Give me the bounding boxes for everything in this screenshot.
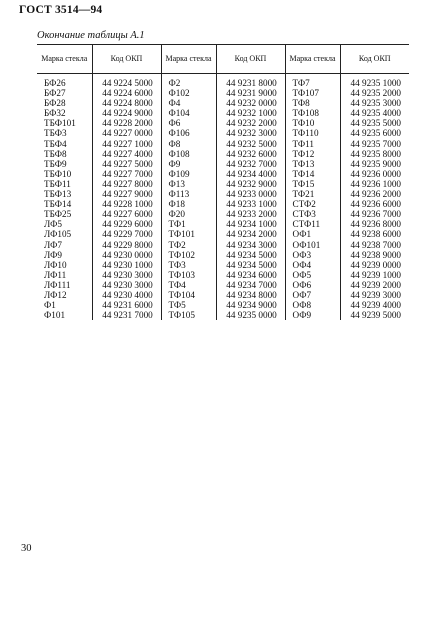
glass-grade-cell: Ф2	[161, 74, 216, 89]
okp-code-cell: 44 9230 3000	[92, 270, 161, 280]
table-row	[37, 149, 409, 159]
okp-code-cell: 44 9227 8000	[92, 179, 161, 189]
glass-grade-cell: ТФ108	[285, 108, 340, 118]
table-row	[37, 159, 409, 169]
okp-code-cell: 44 9227 0000	[92, 128, 161, 138]
glass-grade-cell: ТБФ14	[37, 199, 92, 209]
okp-code-cell: 44 9232 3000	[216, 128, 285, 138]
glass-grade-cell: Ф106	[161, 128, 216, 138]
table-row	[37, 88, 409, 98]
glass-grade-cell: ТФ105	[161, 310, 216, 320]
glass-grade-cell: СТФ3	[285, 209, 340, 219]
okp-code-cell: 44 9235 5000	[350, 118, 402, 129]
okp-code-cell: 44 9230 0000	[92, 250, 161, 260]
okp-code-cell: 44 9224 5000	[92, 74, 161, 89]
glass-grade-cell: ТФ7	[285, 74, 340, 89]
table-row	[37, 179, 409, 189]
okp-code-cell: 44 9239 3000	[350, 289, 402, 300]
okp-code-cell: 44 9236 2000	[350, 189, 402, 200]
glass-grade-cell: ТБФ10	[37, 169, 92, 179]
table-row	[37, 229, 409, 239]
table-row	[37, 108, 409, 118]
glass-grade-cell: БФ32	[37, 108, 92, 118]
table-row	[37, 300, 409, 310]
glass-grade-cell: ТФ3	[161, 260, 216, 270]
okp-code-cell: 44 9227 5000	[92, 159, 161, 169]
glass-grade-cell: Ф1	[37, 300, 92, 310]
okp-code-cell: 44 9227 1000	[92, 139, 161, 149]
okp-code-cell: 44 9230 4000	[92, 290, 161, 300]
okp-code-cell: 44 9236 0000	[350, 168, 402, 179]
okp-code-cell: 44 9236 1000	[350, 178, 402, 189]
glass-grade-cell: Ф104	[161, 108, 216, 118]
table-row	[37, 310, 409, 320]
table-row	[37, 118, 409, 128]
glass-grade-cell: Ф108	[161, 149, 216, 159]
glass-grade-cell: ТФ10	[285, 118, 340, 128]
glass-grade-cell: ОФ9	[285, 310, 340, 320]
okp-code-cell: 44 9227 7000	[92, 169, 161, 179]
okp-code-cell: 44 9224 9000	[92, 108, 161, 118]
okp-code-cell: 44 9232 2000	[216, 118, 285, 128]
okp-code-cell: 44 9234 8000	[216, 290, 285, 300]
glass-grade-cell: ЛФ111	[37, 280, 92, 290]
header-okp-code: Код ОКП	[216, 45, 285, 74]
glass-grade-cell: ТФ101	[161, 229, 216, 239]
okp-code-cell: 44 9239 2000	[350, 279, 402, 290]
okp-code-cell: 44 9236 7000	[350, 209, 402, 220]
glass-grade-cell: ОФ7	[285, 290, 340, 300]
okp-code-cell: 44 9239 5000	[350, 310, 402, 321]
glass-grade-cell: ЛФ10	[37, 260, 92, 270]
okp-code-cell: 44 9235 1000	[350, 78, 402, 88]
okp-code-cell: 44 9234 6000	[216, 270, 285, 280]
table-body	[37, 74, 409, 321]
table-row	[37, 290, 409, 300]
glass-grade-cell: Ф113	[161, 189, 216, 199]
okp-code-cell: 44 9232 7000	[216, 159, 285, 169]
glass-grade-cell: ЛФ11	[37, 270, 92, 280]
okp-code-cell: 44 9232 5000	[216, 139, 285, 149]
okp-code-cell: 44 9239 0000	[350, 259, 402, 270]
table-row	[37, 209, 409, 219]
okp-code-cell: 44 9239 4000	[350, 300, 402, 311]
glass-grade-cell: ОФ6	[285, 280, 340, 290]
okp-code-cell: 44 9231 8000	[216, 74, 285, 89]
table-row	[37, 128, 409, 138]
glass-grade-cell: ТБФ4	[37, 139, 92, 149]
glass-grade-cell: ТФ21	[285, 189, 340, 199]
okp-code-cell: 44 9232 1000	[216, 108, 285, 118]
okp-code-cell: 44 9232 6000	[216, 149, 285, 159]
table-row	[37, 250, 409, 260]
okp-code-cell: 44 9235 7000	[350, 138, 402, 149]
glass-grade-cell: ТФ107	[285, 88, 340, 98]
table-row	[37, 260, 409, 270]
okp-code-cell: 44 9232 9000	[216, 179, 285, 189]
table-row	[37, 280, 409, 290]
glass-grade-cell: ЛФ5	[37, 219, 92, 229]
glass-grade-cell: ТБФ8	[37, 149, 92, 159]
glass-grade-cell: ТФ15	[285, 179, 340, 189]
glass-grade-cell: БФ27	[37, 88, 92, 98]
header-glass-grade: Марка стекла	[161, 45, 216, 74]
glass-grade-cell: ЛФ7	[37, 240, 92, 250]
glass-grade-cell: ТФ1	[161, 219, 216, 229]
glass-grade-cell: ОФ5	[285, 270, 340, 280]
glass-grade-cell: ОФ4	[285, 260, 340, 270]
glass-grade-cell: ТФ11	[285, 139, 340, 149]
okp-code-cell: 44 9224 6000	[92, 88, 161, 98]
glass-grade-cell: Ф8	[161, 139, 216, 149]
glass-grade-cell: Ф13	[161, 179, 216, 189]
glass-grade-cell: Ф109	[161, 169, 216, 179]
okp-code-cell: 44 9234 5000	[216, 250, 285, 260]
glass-grade-cell: Ф4	[161, 98, 216, 108]
table-row	[37, 98, 409, 108]
table-row	[37, 270, 409, 280]
header-glass-grade: Марка стекла	[285, 45, 340, 74]
glass-grade-cell: ТФ5	[161, 300, 216, 310]
table-row	[37, 189, 409, 199]
okp-code-cell: 44 9236 6000	[350, 199, 402, 210]
okp-code-cell: 44 9239 1000	[350, 269, 402, 280]
okp-code-cell: 44 9234 3000	[216, 240, 285, 250]
glass-grade-cell: БФ26	[37, 74, 92, 89]
okp-code-cell: 44 9227 4000	[92, 149, 161, 159]
okp-code-table	[37, 44, 409, 320]
okp-code-cell: 44 9230 1000	[92, 260, 161, 270]
glass-grade-cell: ТБФ9	[37, 159, 92, 169]
okp-code-cell: 44 9234 1000	[216, 219, 285, 229]
okp-code-cell: 44 9235 0000	[216, 310, 285, 320]
glass-grade-cell: ТФ2	[161, 240, 216, 250]
okp-code-cell: 44 9228 2000	[92, 118, 161, 128]
okp-code-cell: 44 9233 2000	[216, 209, 285, 219]
glass-grade-cell: Ф20	[161, 209, 216, 219]
okp-code-cell: 44 9234 4000	[216, 169, 285, 179]
okp-code-cell: 44 9229 6000	[92, 219, 161, 229]
glass-grade-cell: ОФ101	[285, 240, 340, 250]
glass-grade-cell: Ф102	[161, 88, 216, 98]
okp-code-cell: 44 9227 9000	[92, 189, 161, 199]
glass-grade-cell: ТБФ101	[37, 118, 92, 128]
glass-grade-cell: СТФ11	[285, 219, 340, 229]
glass-grade-cell: ОФ8	[285, 300, 340, 310]
okp-code-cell: 44 9238 6000	[350, 229, 402, 240]
glass-grade-cell: Ф6	[161, 118, 216, 128]
okp-code-cell: 44 9233 1000	[216, 199, 285, 209]
glass-grade-cell: СТФ2	[285, 199, 340, 209]
glass-grade-cell: ТФ102	[161, 250, 216, 260]
okp-code-cell: 44 9235 2000	[350, 88, 402, 99]
okp-code-cell: 44 9238 9000	[350, 249, 402, 260]
table-row	[37, 199, 409, 209]
glass-grade-cell: ТФ14	[285, 169, 340, 179]
okp-code-cell: 44 9234 5000	[216, 260, 285, 270]
okp-code-cell: 44 9238 7000	[350, 239, 402, 250]
glass-grade-cell: ЛФ9	[37, 250, 92, 260]
okp-code-cell: 44 9235 4000	[350, 108, 402, 119]
okp-code-cell: 44 9231 7000	[92, 310, 161, 320]
table-row	[37, 219, 409, 229]
table-row	[37, 74, 409, 89]
glass-grade-cell: БФ28	[37, 98, 92, 108]
okp-code-cell: 44 9234 2000	[216, 229, 285, 239]
glass-grade-cell: ТФ13	[285, 159, 340, 169]
glass-grade-cell: ЛФ12	[37, 290, 92, 300]
okp-code-cell: 44 9235 9000	[350, 158, 402, 169]
table-row	[37, 139, 409, 149]
okp-code-cell: 44 9228 1000	[92, 199, 161, 209]
okp-code-cell: 44 9235 8000	[350, 148, 402, 159]
okp-code-cell: 44 9230 3000	[92, 280, 161, 290]
okp-code-cell: 44 9232 0000	[216, 98, 285, 108]
glass-grade-cell: ОФ3	[285, 250, 340, 260]
okp-code-cell: 44 9229 7000	[92, 229, 161, 239]
okp-code-cell: 44 9233 0000	[216, 189, 285, 199]
glass-grade-cell: ЛФ105	[37, 229, 92, 239]
okp-code-cell: 44 9231 9000	[216, 88, 285, 98]
table-row	[37, 240, 409, 250]
glass-grade-cell: ТБФ25	[37, 209, 92, 219]
glass-grade-cell: ТФ12	[285, 149, 340, 159]
okp-code-cell: 44 9229 8000	[92, 240, 161, 250]
page-number: 30	[21, 543, 32, 554]
okp-code-cell: 44 9231 6000	[92, 300, 161, 310]
header-glass-grade: Марка стекла	[37, 45, 92, 74]
okp-code-cell: 44 9235 3000	[350, 98, 402, 109]
document-code: ГОСТ 3514—94	[19, 4, 103, 16]
glass-grade-cell: ОФ1	[285, 229, 340, 239]
okp-code-cell: 44 9235 6000	[350, 128, 402, 139]
glass-grade-cell: ТБФ11	[37, 179, 92, 189]
glass-grade-cell: ТФ4	[161, 280, 216, 290]
table-header-row	[37, 45, 409, 74]
glass-grade-cell: ТБФ13	[37, 189, 92, 199]
okp-code-cell: 44 9224 8000	[92, 98, 161, 108]
table-row	[37, 169, 409, 179]
okp-code-cell: 44 9236 8000	[350, 219, 402, 230]
header-okp-code: Код ОКП	[340, 45, 409, 74]
table-caption: Окончание таблицы А.1	[37, 30, 145, 41]
glass-grade-cell: ТБФ3	[37, 128, 92, 138]
glass-grade-cell: ТФ103	[161, 270, 216, 280]
okp-code-cell: 44 9234 7000	[216, 280, 285, 290]
glass-grade-cell: Ф9	[161, 159, 216, 169]
okp-code-cell: 44 9234 9000	[216, 300, 285, 310]
glass-grade-cell: ТФ8	[285, 98, 340, 108]
header-okp-code: Код ОКП	[92, 45, 161, 74]
glass-grade-cell: ТФ104	[161, 290, 216, 300]
glass-grade-cell: Ф101	[37, 310, 92, 320]
glass-grade-cell: Ф18	[161, 199, 216, 209]
okp-code-cell: 44 9227 6000	[92, 209, 161, 219]
glass-grade-cell: ТФ110	[285, 128, 340, 138]
